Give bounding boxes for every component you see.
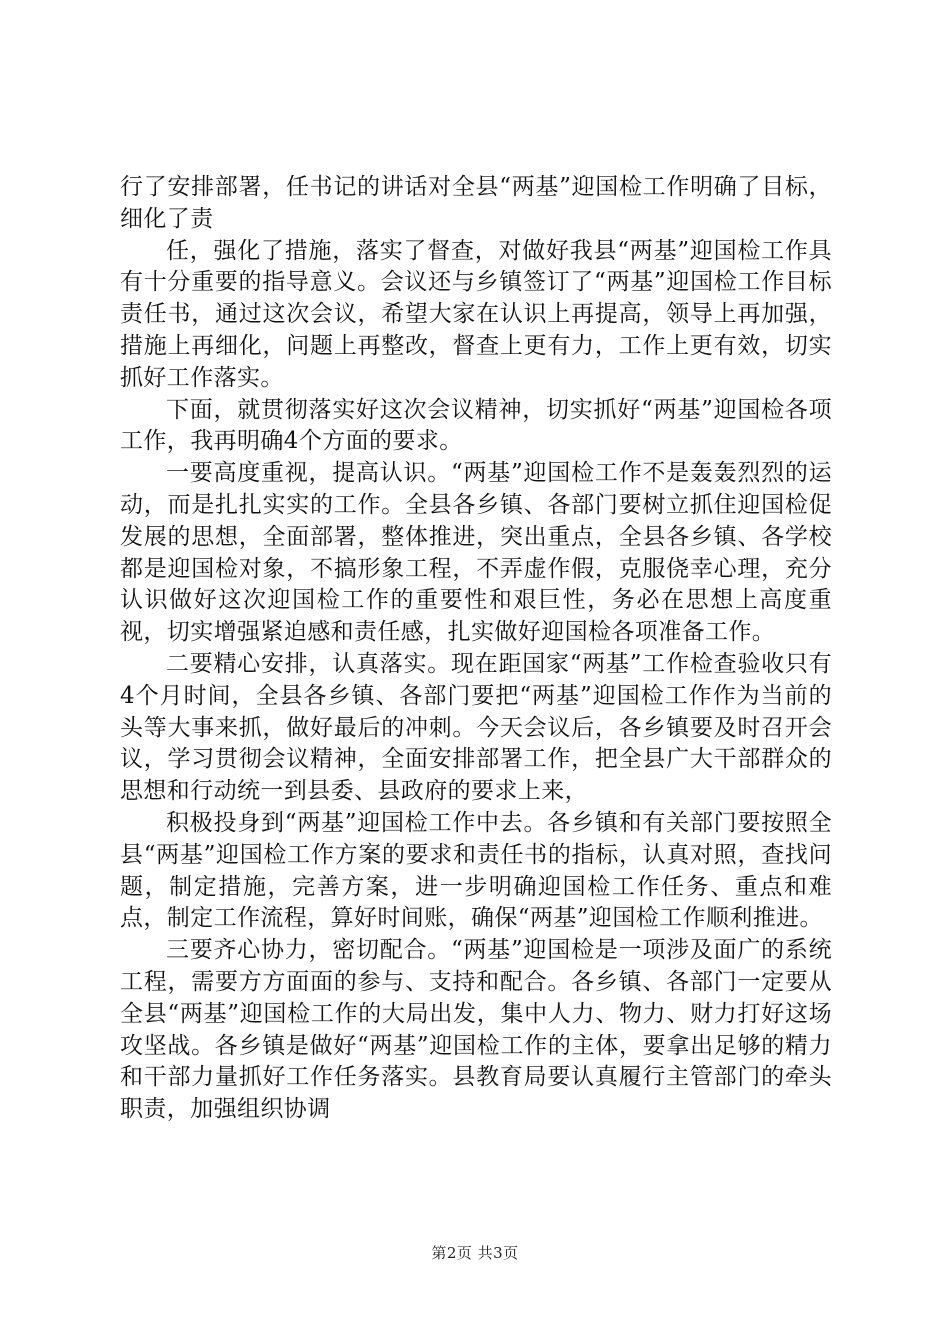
page-footer: 第2页 共3页	[431, 1244, 519, 1262]
paragraph-1: 行了安排部署，任书记的讲话对全县“两基”迎国检工作明确了目标，细化了责	[120, 174, 832, 232]
paragraph-2: 任，强化了措施，落实了督查，对做好我县“两基”迎国检工作具有十分重要的指导意义。会议还与乡镇签订了“两基”迎国检工作目标责任书，通过这次会议，希望大家在认识上再提高，领导上再加强，措施上再细化，问题上再整改，督查上更有力，工作上更有效，切实抓好工作落实。	[120, 237, 832, 391]
paragraph-7: 三要齐心协力，密切配合。“两基”迎国检是一项涉及面广的系统工程，需要方方面面的参与、支持和配合。各乡镇、各部门一定要从全县“两基”迎国检工作的大局出发，集中人力、物力、财力打好这场攻坚战。各乡镇是做好“两基”迎国检工作的主体，要拿出足够的精力和干部力量抓好工作任务落实。县教育局要认真履行主管部门的牵头职责，加强组织协调	[120, 937, 832, 1123]
paragraph-5: 二要精心安排，认真落实。现在距国家“两基”工作检查验收只有4个月时间，全县各乡镇、各部门要把“两基”迎国检工作作为当前的头等大事来抓，做好最后的冲刺。今天会议后，各乡镇要及时召开会议，学习贯彻会议精神，全面安排部署工作，把全县广大干部群众的思想和行动统一到县委、县政府的要求上来，	[120, 650, 832, 805]
document-body	[120, 172, 832, 1126]
paragraph-4: 一要高度重视，提高认识。“两基”迎国检工作不是轰轰烈烈的运动，而是扎扎实实的工作。全县各乡镇、各部门要树立抓住迎国检促发展的思想，全面部署，整体推进，突出重点，全县各乡镇、各学校都是迎国检对象，不搞形象工程，不弄虚作假，克服侥幸心理，充分认识做好这次迎国检工作的重要性和艰巨性，务必在思想上高度重视，切实增强紧迫感和责任感，扎实做好迎国检各项准备工作。	[120, 460, 832, 646]
paragraph-3: 下面，就贯彻落实好这次会议精神，切实抓好“两基”迎国检各项工作，我再明确4个方面的要求。	[120, 396, 832, 455]
paragraph-6: 积极投身到“两基”迎国检工作中去。各乡镇和有关部门要按照全县“两基”迎国检工作方案的要求和责任书的指标，认真对照，查找问题，制定措施，完善方案，进一步明确迎国检工作任务、重点和难点，制定工作流程，算好时间账，确保“两基”迎国检工作顺利推进。	[120, 809, 832, 932]
